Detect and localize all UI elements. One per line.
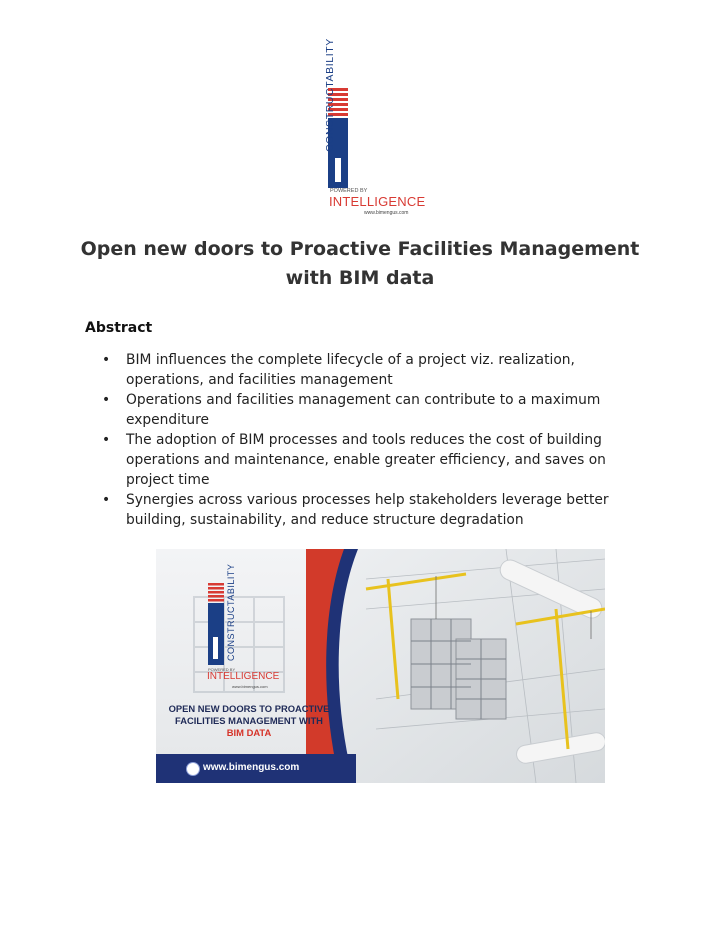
list-item: [85, 390, 645, 430]
bullet-icon: •: [102, 352, 111, 368]
banner-site: www.bimengus.com: [232, 684, 268, 689]
promo-banner: [156, 549, 605, 783]
list-item-line: The adoption of BIM processes and tools reduces the cost of building: [126, 432, 602, 448]
bullet-icon: •: [102, 492, 111, 508]
title-line-2: with BIM data: [285, 267, 435, 289]
banner-intelligence: INTELLIGENCE: [207, 671, 280, 682]
banner-headline-line-1: OPEN NEW DOORS TO PROACTIVE: [168, 703, 330, 714]
list-item: [85, 350, 645, 390]
banner-headline: [156, 703, 342, 739]
list-item-line: Operations and facilities management can contribute to a maximum: [126, 392, 601, 408]
banner-powered-by: POWERED BY: [208, 667, 236, 672]
list-item-line: BIM influences the complete lifecycle of a project viz. realization,: [126, 352, 575, 368]
banner-brand-word: CONSTRUCTABILITY: [226, 563, 236, 661]
logo-site: www.bimengus.com: [364, 210, 409, 216]
abstract-list: [85, 350, 645, 530]
list-item-line: operations, and facilities management: [126, 372, 393, 388]
constructability-logo: [286, 38, 434, 222]
title-line-1: Open new doors to Proactive Facilities Management: [80, 238, 640, 260]
banner-headline-line-2: FACILITIES MANAGEMENT WITH: [175, 715, 323, 726]
list-item-line: Synergies across various processes help stakeholders leverage better: [126, 492, 609, 508]
logo-intelligence: INTELLIGENCE: [329, 194, 426, 209]
page-title: [80, 235, 640, 293]
list-item-line: operations and maintenance, enable greater efficiency, and saves on: [126, 452, 606, 468]
list-item-line: expenditure: [126, 412, 210, 428]
bullet-icon: •: [102, 432, 111, 448]
banner-headline-line-3: BIM DATA: [226, 727, 272, 738]
globe-icon: [186, 762, 200, 776]
list-item: [85, 430, 645, 490]
logo-powered-by: POWERED BY: [330, 188, 368, 194]
list-item-line: building, sustainability, and reduce structure degradation: [126, 512, 524, 528]
construction-photo: [306, 549, 605, 783]
banner-footer-bar: [156, 754, 356, 783]
list-item-line: project time: [126, 472, 210, 488]
bullet-icon: •: [102, 392, 111, 408]
abstract-heading: Abstract: [85, 320, 153, 336]
banner-url: www.bimengus.com: [203, 762, 300, 773]
list-item: [85, 490, 645, 530]
logo-brand-word: CONSTRUCTABILITY: [324, 38, 336, 152]
